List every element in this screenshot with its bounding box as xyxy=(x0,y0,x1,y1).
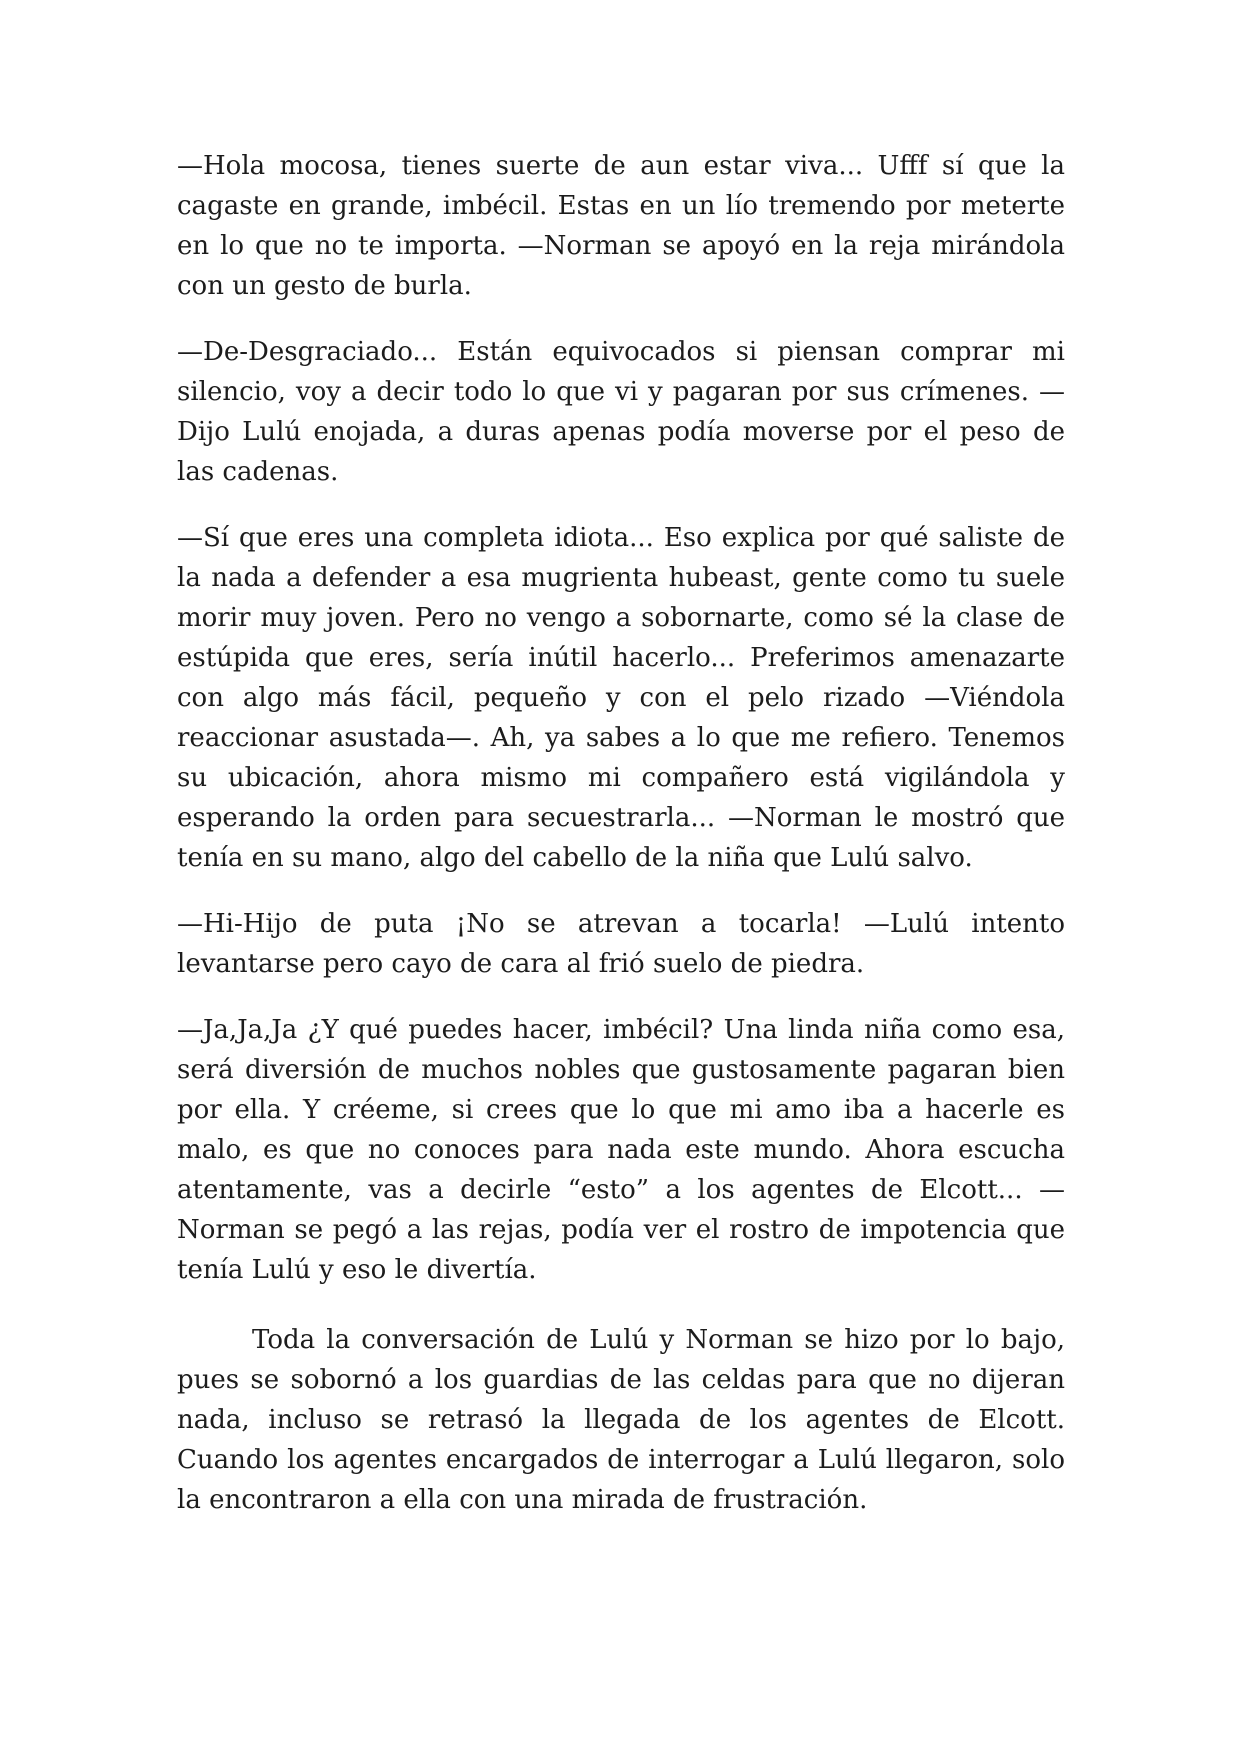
body-text xyxy=(177,146,1065,1546)
paragraph-narration: Toda la conversación de Lulú y Norman se hizo por lo bajo, pues se sobornó a los guardias de las celdas para que no dijeran nada, incluso se retrasó la llegada de los agentes de Elcott. Cuando los agentes encargados de interrogar a Lulú llegaron, solo la encontraron a ella con una mirada de frustración. xyxy=(177,1325,1065,1515)
paragraph-lulu-outburst: —Hi-Hijo de puta ¡No se atrevan a tocarla! —Lulú intento levantarse pero cayo de cara al frió suelo de piedra. xyxy=(177,909,1065,979)
paragraph-norman-greeting: —Hola mocosa, tienes suerte de aun estar viva... Ufff sí que la cagaste en grande, imbécil. Estas en un lío tremendo por meterte en lo que no te importa. —Norman se apoyó en la reja mirándola con un gesto de burla. xyxy=(177,151,1065,301)
paragraph-norman-threat: —Sí que eres una completa idiota... Eso explica por qué saliste de la nada a defender a esa mugrienta hubeast, gente como tu suele morir muy joven. Pero no vengo a sobornarte, como sé la clase de estúpida que eres, sería inútil hacerlo... Preferimos amenazarte con algo más fácil, pequeño y con el pelo rizado —Viéndola reaccionar asustada—. Ah, ya sabes a lo que me refiero. Tenemos su ubicación, ahora mismo mi compañero está vigilándola y esperando la orden para secuestrarla... —Norman le mostró que tenía en su mano, algo del cabello de la niña que Lulú salvo. xyxy=(177,523,1065,873)
paragraph-lulu-reply: —De-Desgraciado... Están equivocados si piensan comprar mi silencio, voy a decir todo lo que vi y pagaran por sus crímenes. — Dijo Lulú enojada, a duras apenas podía moverse por el peso de las cadenas. xyxy=(177,337,1065,487)
paragraph-norman-instructions: —Ja,Ja,Ja ¿Y qué puedes hacer, imbécil? Una linda niña como esa, será diversión de muchos nobles que gustosamente pagaran bien por ella. Y créeme, si crees que lo que mi amo iba a hacerle es malo, es que no conoces para nada este mundo. Ahora escucha atentamente, vas a decirle “esto” a los agentes de Elcott... — Norman se pegó a las rejas, podía ver el rostro de impotencia que tenía Lulú y eso le divertía. xyxy=(177,1015,1065,1285)
